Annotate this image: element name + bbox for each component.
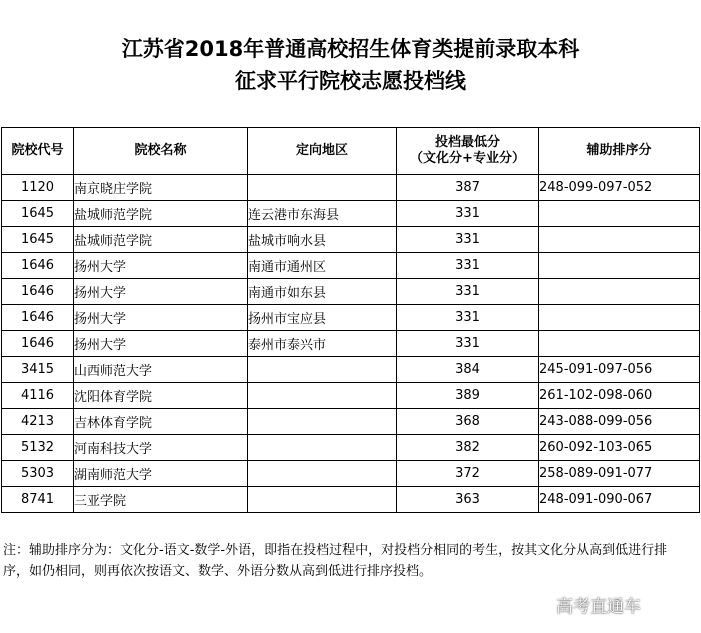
cell-min-score: 331	[397, 253, 539, 279]
document-title-line2: 征求平行院校志愿投档线	[235, 69, 466, 93]
cell-school-name: 扬州大学	[74, 305, 248, 331]
cell-region: 泰州市泰兴市	[248, 331, 397, 357]
cell-min-score: 389	[397, 383, 539, 409]
cell-school-name: 山西师范大学	[74, 357, 248, 383]
cell-region	[248, 461, 397, 487]
cell-min-score: 331	[397, 227, 539, 253]
cell-aux-score: 258-089-091-077	[539, 461, 700, 487]
table-row	[2, 331, 700, 357]
cell-region	[248, 383, 397, 409]
cell-code: 5132	[2, 435, 74, 461]
cell-code: 1120	[2, 175, 74, 201]
table-row	[2, 383, 700, 409]
table-body	[2, 175, 700, 513]
cell-aux-score	[539, 305, 700, 331]
table-row	[2, 357, 700, 383]
cell-aux-score: 243-088-099-056	[539, 409, 700, 435]
cell-region	[248, 409, 397, 435]
cell-code: 4213	[2, 409, 74, 435]
cell-aux-score	[539, 227, 700, 253]
cell-region: 南通市如东县	[248, 279, 397, 305]
header-region: 定向地区	[248, 128, 397, 175]
cell-aux-score	[539, 201, 700, 227]
cell-min-score: 382	[397, 435, 539, 461]
cell-aux-score: 248-099-097-052	[539, 175, 700, 201]
table-row	[2, 305, 700, 331]
table-row	[2, 487, 700, 513]
cell-region	[248, 435, 397, 461]
table-row	[2, 409, 700, 435]
header-name: 院校名称	[74, 128, 248, 175]
document-title-line1: 江苏省2018年普通高校招生体育类提前录取本科	[121, 37, 580, 61]
cell-school-name: 南京晓庄学院	[74, 175, 248, 201]
cell-min-score: 384	[397, 357, 539, 383]
cell-school-name: 吉林体育学院	[74, 409, 248, 435]
table-row	[2, 461, 700, 487]
cell-min-score: 331	[397, 279, 539, 305]
table-row	[2, 227, 700, 253]
cell-aux-score	[539, 331, 700, 357]
table-row	[2, 201, 700, 227]
cell-aux-score: 245-091-097-056	[539, 357, 700, 383]
cell-aux-score	[539, 279, 700, 305]
cell-region	[248, 175, 397, 201]
cell-school-name: 扬州大学	[74, 331, 248, 357]
header-code: 院校代号	[2, 128, 74, 175]
cell-code: 3415	[2, 357, 74, 383]
cell-min-score: 387	[397, 175, 539, 201]
cell-region	[248, 487, 397, 513]
header-score-line1: 投档最低分	[434, 135, 500, 150]
cell-min-score: 331	[397, 305, 539, 331]
cell-school-name: 盐城师范学院	[74, 227, 248, 253]
cell-aux-score: 260-092-103-065	[539, 435, 700, 461]
cell-school-name: 扬州大学	[74, 253, 248, 279]
cell-region: 扬州市宝应县	[248, 305, 397, 331]
header-score-line2: （文化分+专业分）	[410, 151, 525, 166]
table-row	[2, 175, 700, 201]
cell-aux-score	[539, 253, 700, 279]
cell-school-name: 扬州大学	[74, 279, 248, 305]
cell-min-score: 331	[397, 201, 539, 227]
table-row	[2, 435, 700, 461]
cell-min-score: 331	[397, 331, 539, 357]
cell-code: 4116	[2, 383, 74, 409]
cell-code: 1645	[2, 201, 74, 227]
table-row	[2, 279, 700, 305]
cell-aux-score: 248-091-090-067	[539, 487, 700, 513]
cell-region: 盐城市响水县	[248, 227, 397, 253]
watermark: 高考直通车	[556, 597, 641, 617]
cell-min-score: 363	[397, 487, 539, 513]
cell-school-name: 盐城师范学院	[74, 201, 248, 227]
cell-min-score: 372	[397, 461, 539, 487]
admission-score-table	[1, 127, 700, 513]
cell-code: 1646	[2, 253, 74, 279]
cell-region	[248, 357, 397, 383]
cell-code: 1645	[2, 227, 74, 253]
footnote: 注：辅助排序分为：文化分-语文-数学-外语，即指在投档过程中，对投档分相同的考生，按其文化分从高到低进行排序，如仍相同，则再依次按语文、数学、外语分数从高到低进行排序投档。	[3, 543, 668, 579]
cell-school-name: 三亚学院	[74, 487, 248, 513]
cell-school-name: 沈阳体育学院	[74, 383, 248, 409]
header-score	[397, 128, 539, 175]
table-row	[2, 253, 700, 279]
cell-code: 1646	[2, 305, 74, 331]
cell-school-name: 河南科技大学	[74, 435, 248, 461]
cell-code: 8741	[2, 487, 74, 513]
cell-min-score: 368	[397, 409, 539, 435]
cell-school-name: 湖南师范大学	[74, 461, 248, 487]
cell-code: 5303	[2, 461, 74, 487]
cell-aux-score: 261-102-098-060	[539, 383, 700, 409]
cell-region: 连云港市东海县	[248, 201, 397, 227]
table-header-row	[2, 128, 700, 175]
cell-region: 南通市通州区	[248, 253, 397, 279]
header-aux: 辅助排序分	[539, 128, 700, 175]
cell-code: 1646	[2, 331, 74, 357]
cell-code: 1646	[2, 279, 74, 305]
